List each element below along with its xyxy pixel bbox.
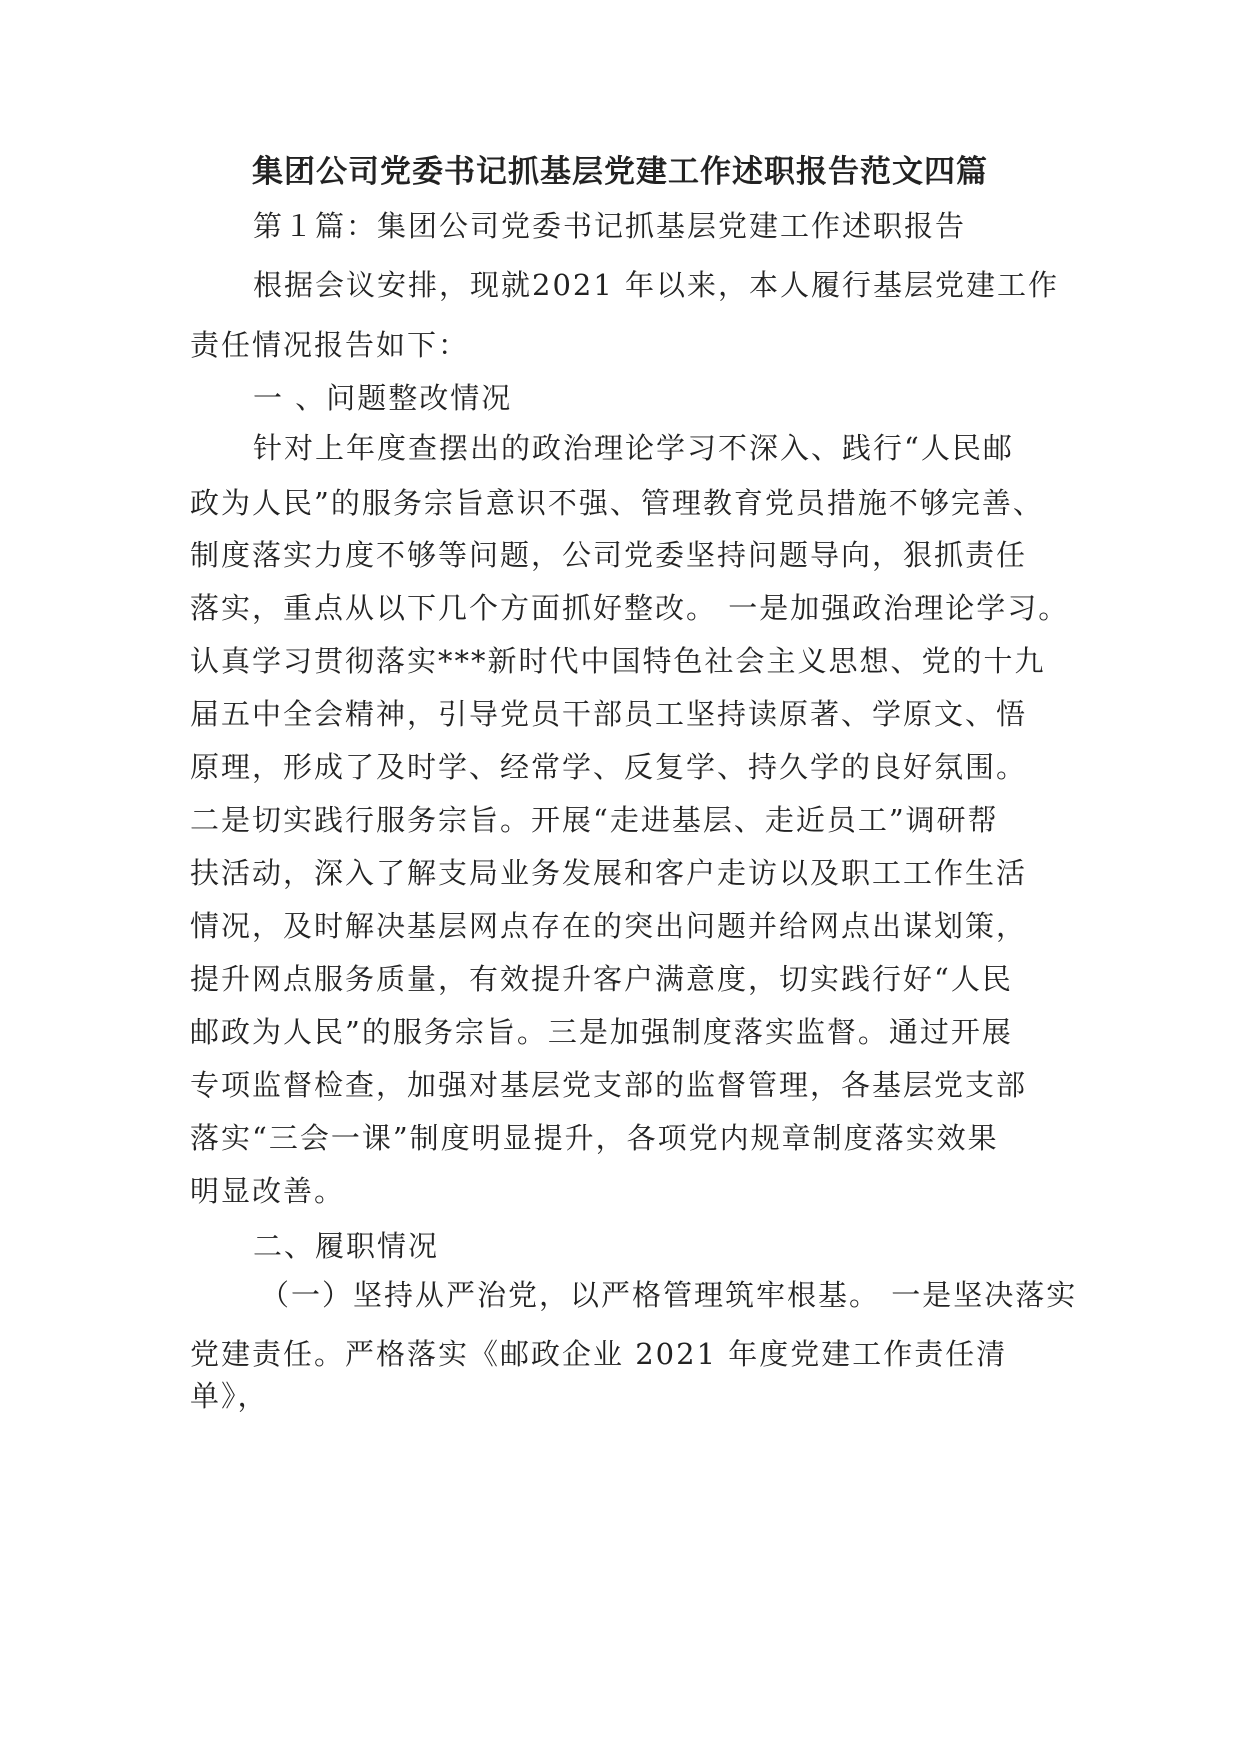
paragraph-line: 专项监督检查，加强对基层党支部的监督管理，各基层党支部 — [190, 1068, 1028, 1102]
paragraph-line: 政为人民”的服务宗旨意识不强、管理教育党员措施不够完善、 — [190, 486, 1044, 520]
paragraph-line: 二是切实践行服务宗旨。开展“走进基层、走近员工”调研帮 — [190, 803, 999, 837]
section-heading-1: 一 、问题整改情况 — [253, 381, 513, 415]
paragraph-line: 情况，及时解决基层网点存在的突出问题并给网点出谋划策， — [190, 909, 1028, 943]
section-heading-2: 二、履职情况 — [253, 1229, 440, 1263]
paragraph-line: 扶活动，深入了解支局业务发展和客户走访以及职工工作生活 — [190, 856, 1028, 890]
paragraph-line: 认真学习贯彻落实***新时代中国特色社会主义思想、党的十九 — [190, 644, 1046, 678]
document-title: 集团公司党委书记抓基层党建工作述职报告范文四篇 — [252, 154, 988, 190]
heading-article-1: 第１篇：集团公司党委书记抓基层党建工作述职报告 — [253, 209, 967, 243]
paragraph-line: 邮政为人民”的服务宗旨。三是加强制度落实监督。通过开展 — [190, 1015, 1013, 1049]
paragraph-line: 原理，形成了及时学、经常学、反复学、持久学的良好氛围。 — [190, 750, 1028, 784]
paragraph-line: 提升网点服务质量，有效提升客户满意度，切实践行好“人民 — [190, 962, 1013, 996]
paragraph-line: 落实，重点从以下几个方面抓好整改。 一是加强政治理论学习。 — [190, 591, 1070, 625]
paragraph-line: 制度落实力度不够等问题，公司党委坚持问题导向，狠抓责任 — [190, 538, 1028, 572]
paragraph-line: 根据会议安排，现就2021 年以来，本人履行基层党建工作 — [253, 268, 1060, 302]
paragraph-line: 单》， — [190, 1379, 269, 1413]
paragraph-line: 落实“三会一课”制度明显提升，各项党内规章制度落实效果 — [190, 1121, 999, 1155]
paragraph-line: 针对上年度查摆出的政治理论学习不深入、践行“人民邮 — [253, 431, 1014, 465]
paragraph-line: 明显改善。 — [190, 1174, 346, 1208]
paragraph-line: 届五中全会精神，引导党员干部员工坚持读原著、学原文、悟 — [190, 697, 1028, 731]
paragraph-line: 党建责任。严格落实《邮政企业 2021 年度党建工作责任清 — [190, 1337, 1008, 1371]
subsection-heading-1: （一）坚持从严治党，以严格管理筑牢根基。 一是坚决落实 — [260, 1278, 1078, 1312]
paragraph-line: 责任情况报告如下： — [190, 328, 470, 362]
